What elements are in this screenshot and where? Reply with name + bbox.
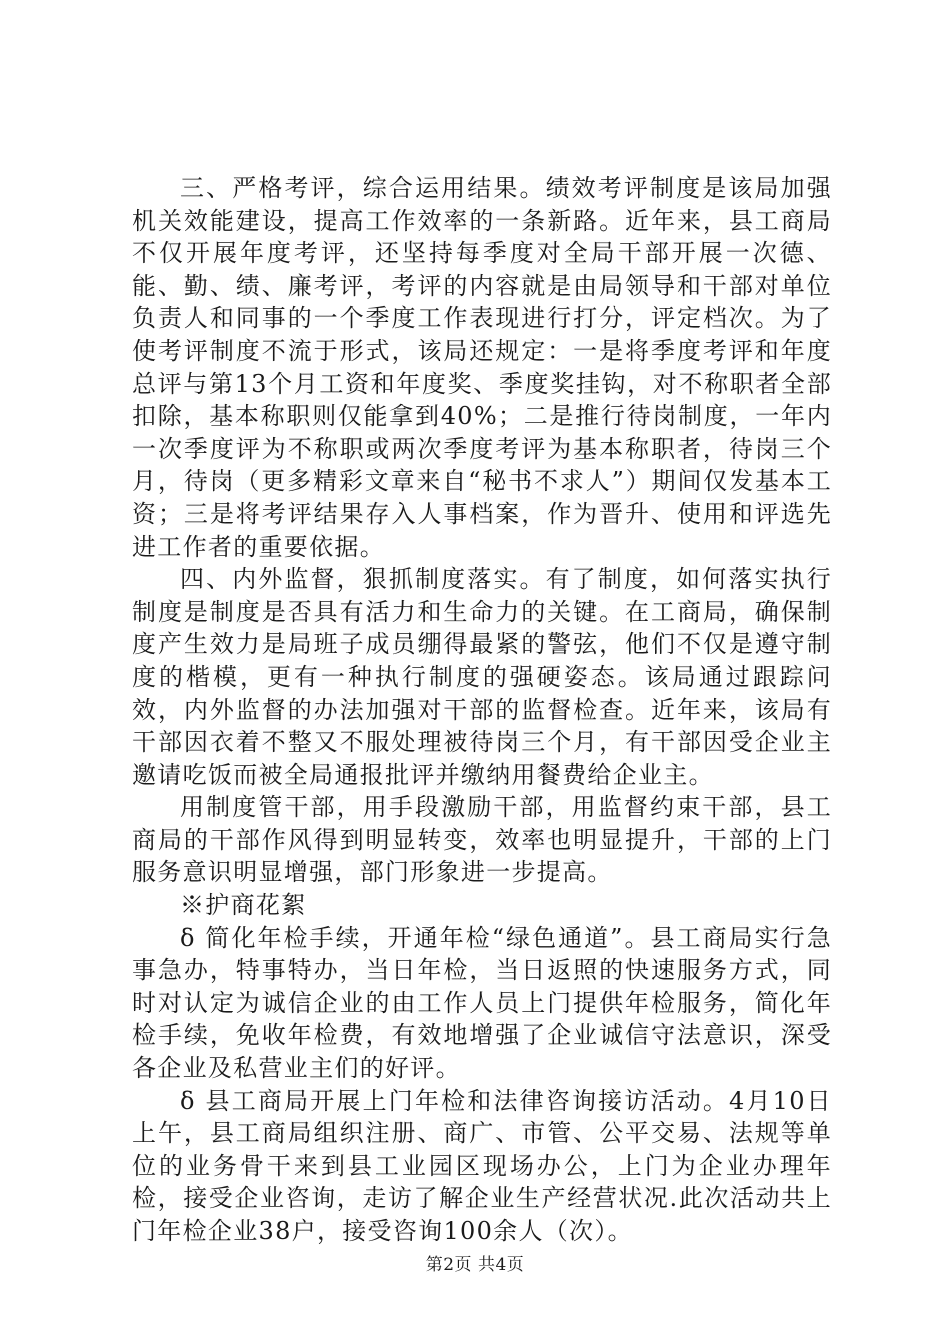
section-heading-highlights: ※护商花絮 xyxy=(180,891,307,920)
paragraph-supervision: 四、内外监督，狠抓制度落实。有了制度，如何落实执行制度是制度是否具有活力和生命力的关键。在工商局，确保制度产生效力是局班子成员绷得最紧的警弦，他们不仅是遵守制度的楷模，更有一种执行制度的强硬姿态。该局通过跟踪问效，内外监督的办法加强对干部的监督检查。近年来，该局有干部因衣着不整又不服处理被待岗三个月，有干部因受企业主邀请吃饭而被全局通报批评并缴纳用餐费给企业主。 xyxy=(132,565,832,789)
paragraph-strict-evaluation: 三、严格考评，综合运用结果。绩效考评制度是该局加强机关效能建设，提高工作效率的一条新路。近年来，县工商局不仅开展年度考评，还坚持每季度对全局干部开展一次德、能、勤、绩、廉考评，考评的内容就是由局领导和干部对单位负责人和同事的一个季度工作表现进行打分，评定档次。为了使考评制度不流于形式，该局还规定：一是将季度考评和年度总评与第13个月工资和年度奖、季度奖挂钩，对不称职者全部扣除，基本称职则仅能拿到40%；二是推行待岗制度，一年内一次季度评为不称职或两次季度考评为基本称职者，待岗三个月，待岗（更多精彩文章来自“秘书不求人”）期间仅发基本工资；三是将考评结果存入人事档案，作为晋升、使用和评选先进工作者的重要依据。 xyxy=(132,174,832,561)
paragraph-onsite-inspection: δ 县工商局开展上门年检和法律咨询接访活动。4月10日上午，县工商局组织注册、商广、市管、公平交易、法规等单位的业务骨干来到县工业园区现场办公，上门为企业办理年检，接受企业咨询，走访了解企业生产经营状况.此次活动共上门年检企业38户，接受咨询100余人（次）。 xyxy=(132,1086,832,1245)
paragraph-green-channel: δ 简化年检手续，开通年检“绿色通道”。县工商局实行急事急办，特事特办，当日年检，当日返照的快速服务方式，同时对认定为诚信企业的由工作人员上门提供年检服务，简化年检手续，免收年检费，有效地增强了企业诚信守法意识，深受各企业及私营业主们的好评。 xyxy=(132,923,832,1083)
paragraph-summary: 用制度管干部，用手段激励干部，用监督约束干部，县工商局的干部作风得到明显转变，效率也明显提升，干部的上门服务意识明显增强，部门形象进一步提高。 xyxy=(132,793,832,887)
page-footer: 第2页 共4页 xyxy=(425,1255,525,1275)
document-body xyxy=(132,172,832,1248)
